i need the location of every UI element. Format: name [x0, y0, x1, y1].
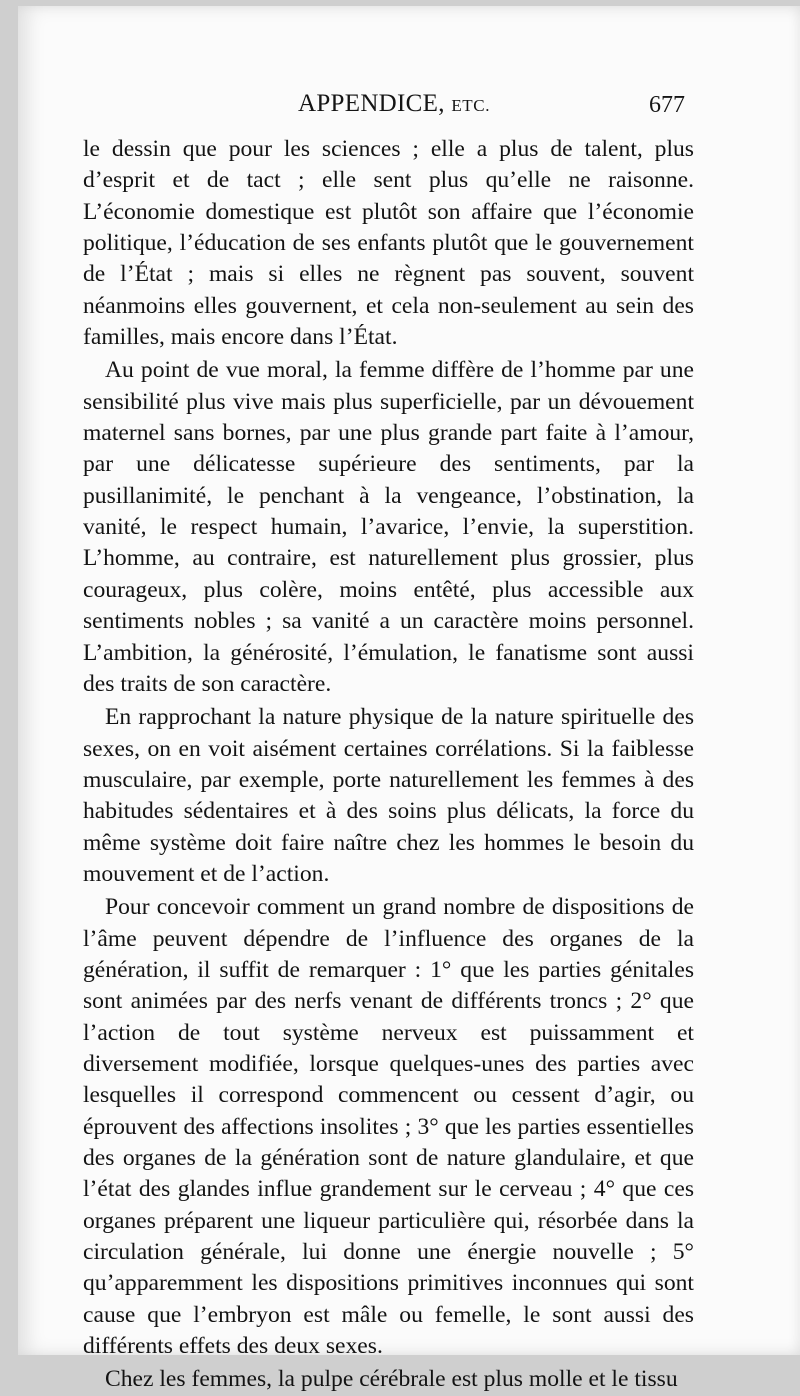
paragraph: le dessin que pour les sciences ; elle a plus de talent, plus d’esprit et de tact ; elle sent plus qu’elle ne raisonne. L’économie domestique est plutôt son affaire que l’économie politique, l’éducation de ses enfants plutôt que le gouvernement de l’État ; mais si elles ne règnent pas souvent, souvent néanmoins elles gouvernent, et cela non-seulement au sein des familles, mais encore dans l’État. [83, 136, 694, 351]
title-text: APPENDICE, [298, 90, 445, 117]
title-suffix: ETC. [451, 96, 491, 115]
paragraph: Pour concevoir comment un grand nombre de dispositions de l’âme peuvent dépendre de l’influence des organes de la génération, il suffit de remarquer : 1° que les parties génitales sont animées par des nerfs venant de différents troncs ; 2° que l’action de tout système nerveux est puissamment et diversement modifiée, lorsque quelques-unes des parties avec lesquelles il correspond commencent ou cessent d’agir, ou éprouvent des affections insolites ; 3° que les parties essentielles des organes de la génération sont de nature glandulaire, et que l’état des glandes influe grandement sur le cerveau ; 4° que ces organes préparent une liqueur particulière qui, résorbée dans la circulation générale, lui donne une énergie nouvelle ; 5° qu’apparemment les dispositions primitives inconnues qui sont cause que l’embryon est mâle ou femelle, le sont aussi des différents effets des deux sexes. [83, 894, 694, 1360]
paragraph: Chez les femmes, la pulpe cérébrale est plus molle et le tissu [105, 1366, 678, 1393]
page-number: 677 [649, 92, 685, 118]
paragraph: En rapprochant la nature physique de la nature spirituelle des sexes, on en voit aisément certaines corrélations. Si la faiblesse musculaire, par exemple, porte naturellement les femmes à des habitudes sédentaires et à des soins plus délicats, la force du même système doit faire naître chez les hommes le besoin du mouvement et de l’action. [83, 704, 694, 887]
running-head [18, 90, 800, 130]
paragraph: Au point de vue moral, la femme diffère de l’homme par une sensibilité plus vive mais plus superficielle, par un dévouement maternel sans bornes, par une plus grande part faite à l’amour, par une délicatesse supérieure des sentiments, par la pusillanimité, le penchant à la vengeance, l’obstination, la vanité, le respect humain, l’avarice, l’envie, la superstition. L’homme, au contraire, est naturellement plus grossier, plus courageux, plus colère, moins entêté, plus accessible aux sentiments nobles ; sa vanité a un caractère moins personnel. L’ambition, la générosité, l’émulation, le fanatisme sont aussi des traits de son caractère. [83, 357, 694, 697]
book-page [18, 6, 800, 1393]
body-text [83, 134, 694, 1396]
page-title [298, 90, 490, 118]
